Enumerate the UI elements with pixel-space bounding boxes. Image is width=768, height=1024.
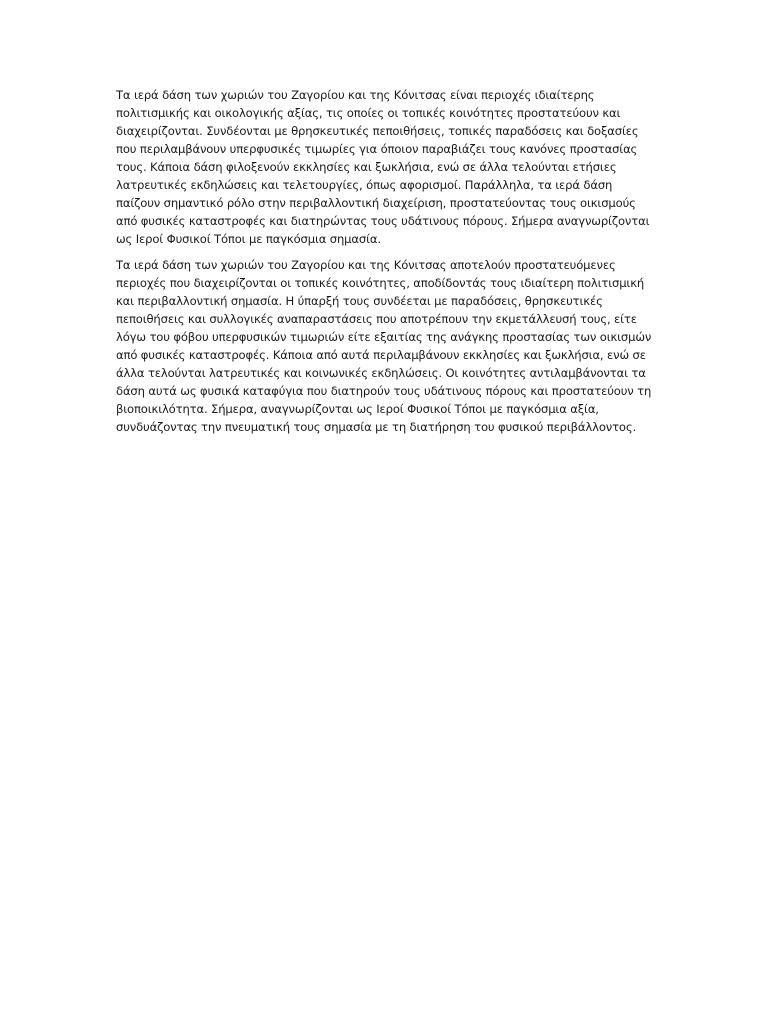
paragraph-2: Τα ιερά δάση των χωριών του Ζαγορίου και της Κόνιτσας αποτελούν προστατευόμενες περιοχές που διαχειρίζονται οι τοπικές κοινότητες, αποδίδοντάς τους ιδιαίτερη πολιτισμική και περιβαλλοντική σημασία. Η ύπαρξή τους συνδέεται με παραδόσεις, θρησκευτικές πεποιθήσεις και συλλογικές αναπαραστάσεις που αποτρέπουν την εκμετάλλευσή τους, είτε λόγω του φόβου υπερφυσικών τιμωριών είτε εξαιτίας της ανάγκης προστασίας των οικισμών από φυσικές καταστροφές. Κάποια από αυτά περιλαμβάνουν εκκλησίες και ξωκλήσια, ενώ σε άλλα τελούνται λατρευτικές και κοινωνικές εκδηλώσεις. Οι κοινότητες αντιλαμβάνονται τα δάση αυτά ως φυσικά καταφύγια που διατηρούν τους υδάτινους πόρους και προστατεύουν τη βιοποικιλότητα. Σήμερα, αναγνωρίζονται ως Ιεροί Φυσικοί Τόποι με παγκόσμια αξία, συνδυάζοντας την πνευματική τους σημασία με τη διατήρηση του φυσικού περιβάλλοντος. xyxy=(116,258,652,434)
document-body xyxy=(116,86,656,444)
paragraph-1: Τα ιερά δάση των χωριών του Ζαγορίου και της Κόνιτσας είναι περιοχές ιδιαίτερης πολιτισμικής και οικολογικής αξίας, τις οποίες οι τοπικές κοινότητες προστατεύουν και διαχειρίζονται. Συνδέονται με θρησκευτικές πεποιθήσεις, τοπικές παραδόσεις και δοξασίες που περιλαμβάνουν υπερφυσικές τιμωρίες για όποιον παραβιάζει τους κανόνες προστασίας τους. Κάποια δάση φιλοξενούν εκκλησίες και ξωκλήσια, ενώ σε άλλα τελούνται ετήσιες λατρευτικές εκδηλώσεις και τελετουργίες, όπως αφορισμοί. Παράλληλα, τα ιερά δάση παίζουν σημαντικό ρόλο στην περιβαλλοντική διαχείριση, προστατεύοντας τους οικισμούς από φυσικές καταστροφές και διατηρώντας τους υδάτινους πόρους. Σήμερα αναγνωρίζονται ως Ιεροί Φυσικοί Τόποι με παγκόσμια σημασία. xyxy=(116,88,650,246)
